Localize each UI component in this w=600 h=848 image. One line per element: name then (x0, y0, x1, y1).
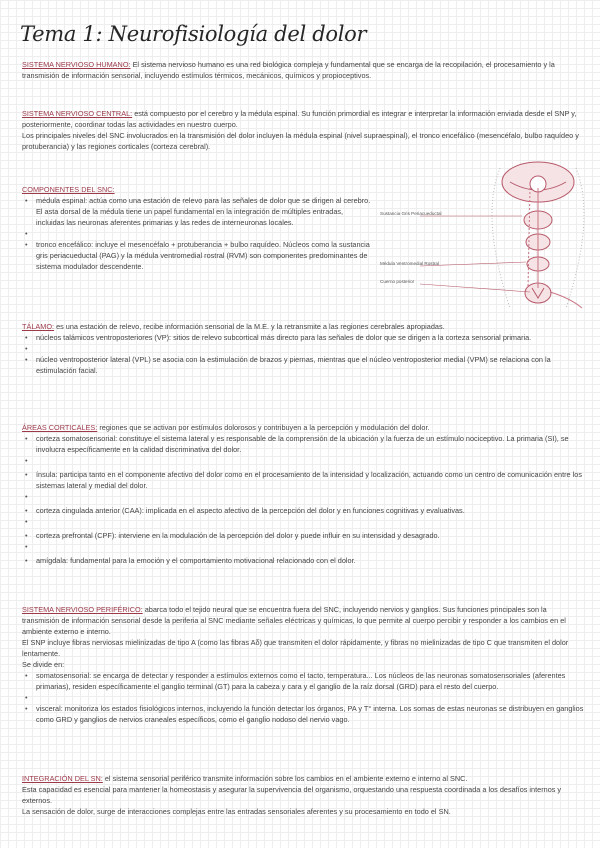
diagram-label-horn: Cuerno posterior (380, 279, 415, 284)
areas-item-cpf: • corteza prefrontal (CPF): interviene en la modulación de la percepción del dolor y puede influir en su intensidad y desagrado. (22, 530, 584, 541)
snp-text3: Se divide en: (22, 660, 65, 669)
snc-heading: SISTEMA NERVIOSO CENTRAL: (22, 109, 133, 118)
snp-text2: El SNP incluye fibras nerviosas mielinizadas de tipo A (como las fibras Aδ) que transmiten el dolor rápidamente, y fibras no mielinizadas de tipo C que transmiten el dolor lentamente. (22, 638, 569, 658)
page-title: Tema 1: Neurofisiología del dolor (20, 22, 367, 46)
pathway-illustration (360, 158, 590, 318)
snh-text: El sistema nervioso humano es una red biológica compleja y fundamental que se encarga de la recopilación, el procesamiento y la transmisión de información sensorial, incluyendo estímulos térmicos, mecánicos, químicos y propioceptivos. (22, 60, 555, 80)
areas-item-insula: • ínsula: participa tanto en el componente afectivo del dolor como en el procesamiento de la intensidad y localización, actuando como un centro de comunicación entre los sistemas lateral y medial del dolor. (22, 469, 584, 491)
snp-item-somatosensorial: • somatosensorial: se encarga de detectar y responder a estímulos externos como el tacto, temperatura... Los núcleos de las neuronas somatosensoriales (aferentes primarias), residen específicamente el ganglio terminal (GT) para la cabeza y cara y el ganglio de la raíz dorsal (GRD) para el resto del cuerpo. (22, 670, 584, 692)
section-snp (22, 604, 584, 725)
pointer-horn (420, 284, 530, 292)
integracion-text3: La sensación de dolor, surge de interacciones complejas entre las entradas sensoriales aferentes y su procesamiento en todo el SN. (22, 807, 451, 816)
section-talamo (22, 321, 584, 376)
integracion-heading: INTEGRACIÓN DEL SN: (22, 774, 103, 783)
snp-item-visceral: • visceral: monitoriza los estados fisiológicos internos, incluyendo la función detectar los órganos, PA y T° interna. Los somas de estas neuronas se distribuyen en ganglios como GRD y ganglios de nervios craneales específicos, como el ganglio nodoso del nervio vago. (22, 703, 584, 725)
talamo-heading: TÁLAMO: (22, 322, 55, 331)
section-snc (22, 108, 584, 152)
spacer (22, 455, 584, 469)
section-snh (22, 59, 582, 81)
areas-heading: ÁREAS CORTICALES: (22, 423, 98, 432)
componentes-heading: COMPONENTES DEL SNC: (22, 185, 115, 194)
integracion-text1: el sistema sensorial periférico transmite información sobre los cambios en el ambiente externo e interno al SNC. (104, 774, 468, 783)
snc-text2: Los principales niveles del SNC involucrados en la transmisión del dolor incluyen la médula espinal (nivel supraespinal), el tronco encefálico (mesencéfalo, bulbo raquídeo y protuberancia) y las regiones corticales (corteza cerebral). (22, 131, 579, 151)
componentes-item-medula: • médula espinal: actúa como una estación de relevo para las señales de dolor que se dirigen al cerebro. El asta dorsal de la médula tiene un papel fundamental en la integración de múltiples entradas, incluidas las neuronas aferentes primarias y las redes de interneuronas locales. (22, 195, 372, 228)
areas-item-caa: • corteza cingulada anterior (CAA): implicada en el aspecto afectivo de la percepción del dolor y en funciones cognitivas y evaluativas. (22, 505, 584, 516)
integracion-text2: Esta capacidad es esencial para mantener la homeostasis y asegurar la supervivencia del organismo, orquestando una respuesta coordinada a los desafíos internos y externos. (22, 785, 562, 805)
section-areas (22, 422, 584, 566)
areas-item-somatosensorial: • corteza somatosensorial: constituye el sistema lateral y es responsable de la comprensión de la ubicación y la fuerza de un estímulo nociceptivo. La primaria (SI), se involucra específicamente en la calidad discriminativa del dolor. (22, 433, 584, 455)
componentes-item-tronco: • tronco encefálico: incluye el mesencéfalo + protuberancia + bulbo raquídeo. Núcleos como la sustancia gris periacueductal (PAG) y la médula ventromedial rostral (RVM) son componentes predominantes de sistema modulador descendente. (22, 239, 372, 272)
spacer (22, 491, 584, 505)
talamo-item-vpl: • núcleo ventroposterior lateral (VPL) se asocia con la estimulación de brazos y piernas, mientras que el núcleo ventroposterior medial (VPM) se relaciona con la estimulación facial. (22, 354, 584, 376)
spacer (22, 343, 584, 354)
peripheral-nerve (550, 292, 582, 308)
spacer (22, 541, 584, 555)
section-integracion (22, 773, 584, 817)
talamo-text: es una estación de relevo, recibe información sensorial de la M.E. y la retransmite a las regiones cerebrales apropiadas. (56, 322, 445, 331)
talamo-item-vp: • núcleos talámicos ventroposteriores (VP): sitios de relevo subcortical más directo para las señales de dolor que se dirigen a la corteza sensorial primaria. (22, 332, 584, 343)
areas-text: regiones que se activan por estímulos dolorosos y contribuyen a la percepción y modulación del dolor. (99, 423, 430, 432)
diagram-label-pag: Sustancia Gris Periacueductal (380, 211, 442, 216)
snh-heading: SISTEMA NERVIOSO HUMANO: (22, 60, 131, 69)
section-componentes (22, 184, 372, 272)
spacer (22, 692, 584, 703)
snp-heading: SISTEMA NERVIOSO PERIFÉRICO: (22, 605, 143, 614)
pain-pathway-diagram (360, 158, 590, 318)
areas-item-amigdala: • amígdala: fundamental para la emoción y el comportamiento motivacional relacionado con el dolor. (22, 555, 584, 566)
snc-text1: está compuesto por el cerebro y la médula espinal. Su función primordial es integrar e interpretar la información enviada desde el SNP y, posteriormente, coordinar todas las actividades en nuestro cuerpo. (22, 109, 577, 129)
spacer (22, 228, 372, 239)
diagram-label-rvm: Médula Ventromedial Rostral (380, 261, 439, 266)
snp-text1: abarca todo el tejido neural que se encuentra fuera del SNC, incluyendo nervios y ganglios. Sus funciones principales son la transmisión de información sensorial desde la periferia al SNC mediante señales eléctricas y químicas, lo que permite al cuerpo percibir y responder a los cambios en el ambiente externo e interno. (22, 605, 566, 636)
spacer (22, 516, 584, 530)
